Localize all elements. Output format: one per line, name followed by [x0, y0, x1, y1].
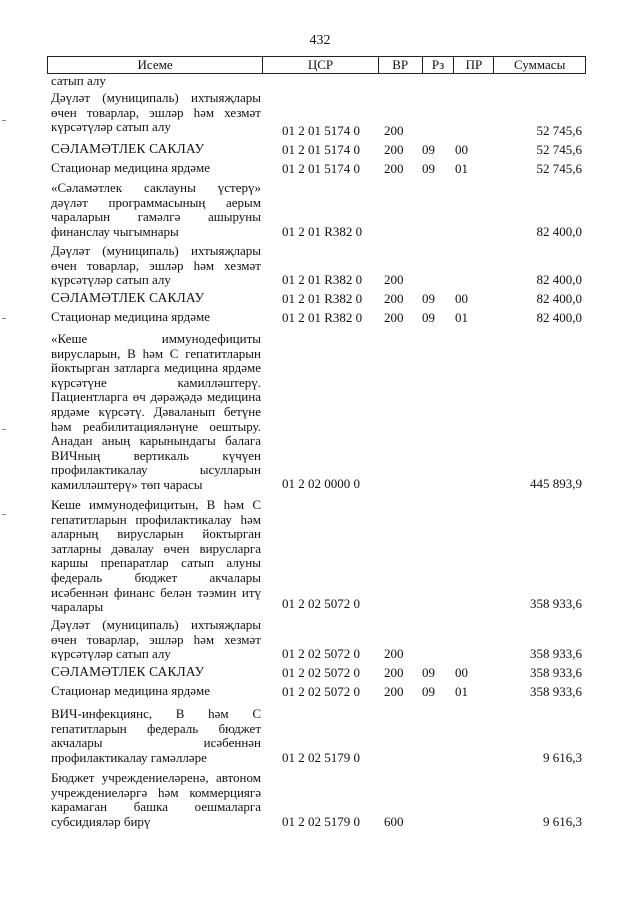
- row-pr: 00: [455, 291, 468, 307]
- row-vr: 200: [384, 291, 404, 307]
- row-name: СӘЛАМӘТЛЕК САКЛАУ: [51, 141, 205, 156]
- row-rz: 09: [422, 665, 435, 681]
- table-row: [0, 700, 640, 766]
- row-sum: 52 745,6: [536, 161, 582, 177]
- row-rz: 09: [422, 142, 435, 158]
- row-vr: 200: [384, 123, 404, 139]
- table-row: [0, 177, 640, 240]
- table-row: [0, 492, 640, 615]
- row-sum: 52 745,6: [536, 142, 582, 158]
- table-row: [0, 766, 640, 830]
- row-vr: 200: [384, 665, 404, 681]
- row-vr: 200: [384, 646, 404, 662]
- table-row: [0, 681, 640, 700]
- margin-mark: [2, 318, 6, 319]
- table-body: [0, 74, 640, 830]
- column-header-sum: Суммасы: [514, 57, 566, 72]
- row-name: СӘЛАМӘТЛЕК САКЛАУ: [51, 290, 205, 305]
- row-vr: 200: [384, 142, 404, 158]
- row-rz: 09: [422, 684, 435, 700]
- row-name: Стационар медицина ярдәме: [51, 160, 210, 175]
- table-row: [0, 139, 640, 158]
- row-name: «Кеше иммунодефициты вирусларын, В һәм С гепатитларын йоктырган затларга медицина ярдәме күрсәтүне камилләштерү. Пациентларга өч дәрәҗәдә медицина ярдәме күрсәтү. Дәваланып бетүне һәм реабилитацияләнүне оештыру. Анадан аның карынындагы балага ВИЧның вертикаль күчүен профилактикалау ысулларын камилләштерү» төп чарасы: [51, 331, 261, 492]
- row-name: СӘЛАМӘТЛЕК САКЛАУ: [51, 664, 205, 679]
- row-name: ВИЧ-инфекциянс, В һәм С гепатитларын федераль бюджет акчалары исәбеннән профилактикалау гамәлләре: [51, 706, 261, 765]
- row-rz: 09: [422, 161, 435, 177]
- column-header-name: Исеме: [48, 57, 263, 73]
- row-sum: 82 400,0: [536, 291, 582, 307]
- page-number: 432: [309, 33, 331, 48]
- column-header-rz: Рз: [423, 57, 455, 73]
- row-csr: 01 2 01 5174 0: [282, 123, 360, 139]
- row-sum: 9 616,3: [543, 750, 582, 766]
- row-vr: 600: [384, 814, 404, 830]
- table-row: [0, 326, 640, 492]
- table-row: [0, 91, 640, 139]
- row-name: Дәүләт (муниципаль) ихтыяҗлары өчен товарлар, эшләр һәм хезмәт күрсәтүләр сатып алу: [51, 617, 261, 662]
- row-csr: 01 2 02 5179 0: [282, 750, 360, 766]
- row-sum: 82 400,0: [536, 224, 582, 240]
- row-vr: 200: [384, 684, 404, 700]
- row-name: сатып алу: [51, 73, 106, 88]
- row-pr: 01: [455, 310, 468, 326]
- row-pr: 01: [455, 161, 468, 177]
- row-sum: 82 400,0: [536, 272, 582, 288]
- row-csr: 01 2 01 5174 0: [282, 142, 360, 158]
- row-csr: 01 2 02 5072 0: [282, 665, 360, 681]
- row-vr: 200: [384, 161, 404, 177]
- row-sum: 358 933,6: [530, 596, 582, 612]
- table-row: [0, 612, 640, 662]
- table-header: [47, 56, 586, 74]
- row-csr: 01 2 02 5179 0: [282, 814, 360, 830]
- row-name: Стационар медицина ярдәме: [51, 683, 210, 698]
- row-csr: 01 2 02 0000 0: [282, 476, 360, 492]
- row-sum: 82 400,0: [536, 310, 582, 326]
- row-name: Дәүләт (муниципаль) ихтыяҗлары өчен товарлар, эшләр һәм хезмәт күрсәтүләр сатып алу: [51, 90, 261, 135]
- table-row: [0, 240, 640, 288]
- table-row: [0, 288, 640, 307]
- table-row: [0, 74, 640, 91]
- row-name: Дәүләт (муниципаль) ихтыяҗлары өчен товарлар, эшләр һәм хезмәт күрсәтүләр сатып алу: [51, 243, 261, 288]
- row-csr: 01 2 01 R382 0: [282, 291, 363, 307]
- row-csr: 01 2 02 5072 0: [282, 646, 360, 662]
- row-csr: 01 2 02 5072 0: [282, 596, 360, 612]
- column-header-csr: ЦСР: [263, 57, 379, 73]
- row-csr: 01 2 01 R382 0: [282, 272, 363, 288]
- row-rz: 09: [422, 310, 435, 326]
- column-header-vr: ВР: [379, 57, 423, 73]
- row-vr: 200: [384, 310, 404, 326]
- row-vr: 200: [384, 272, 404, 288]
- row-pr: 01: [455, 684, 468, 700]
- row-csr: 01 2 01 R382 0: [282, 310, 363, 326]
- column-header-pr: ПР: [454, 57, 494, 73]
- table-row: [0, 307, 640, 326]
- row-sum: 358 933,6: [530, 646, 582, 662]
- margin-mark: [2, 120, 6, 121]
- row-sum: 52 745,6: [536, 123, 582, 139]
- row-name: «Сәламәтлек саклауны үстерү» дәүләт программасының аерым чараларын гамәлгә ашыруны финанслау чыгымнары: [51, 180, 261, 239]
- row-sum: 445 893,9: [530, 476, 582, 492]
- row-rz: 09: [422, 291, 435, 307]
- table-row: [0, 158, 640, 177]
- row-name: Бюджет учреждениеләренә, автоном учреждениеләргә һәм коммерциягә карамаган башка оешмаларга субсидияләр бирү: [51, 770, 261, 829]
- row-pr: 00: [455, 665, 468, 681]
- row-pr: 00: [455, 142, 468, 158]
- margin-mark: [2, 429, 6, 430]
- row-sum: 358 933,6: [530, 684, 582, 700]
- row-sum: 358 933,6: [530, 665, 582, 681]
- row-csr: 01 2 02 5072 0: [282, 684, 360, 700]
- margin-mark: [2, 514, 6, 515]
- row-name: Стационар медицина ярдәме: [51, 309, 210, 324]
- row-csr: 01 2 01 R382 0: [282, 224, 363, 240]
- row-name: Кеше иммунодефицитын, В һәм С гепатитларын профилактикалау һәм аларның вирусларын йоктырган затларны дәвалау өчен вирусларга каршы препаратлар сатып алуны федераль бюджет акчалары исәбеннән финанс белән тәэмин итү чаралары: [51, 497, 261, 615]
- table-row: [0, 662, 640, 681]
- row-csr: 01 2 01 5174 0: [282, 161, 360, 177]
- row-sum: 9 616,3: [543, 814, 582, 830]
